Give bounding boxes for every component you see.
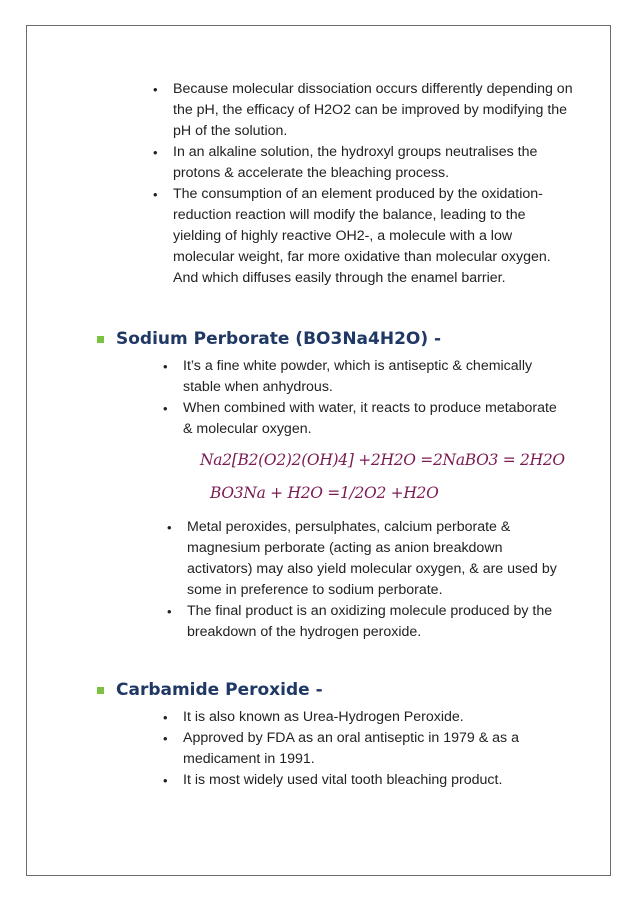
list-item-line: It is also known as Urea-Hydrogen Peroxide. [183,709,464,725]
list-item-line: activators) may also yield molecular oxygen, & are used by [187,561,557,577]
list-item-line: The final product is an oxidizing molecule produced by the [187,603,553,619]
sodium-perborate-bullet-list-a [163,356,583,440]
carbamide-peroxide-bullets-block [163,707,583,791]
list-item [153,79,573,142]
list-item [167,517,587,601]
bullet-dot-icon: • [163,359,168,374]
sodium-perborate-bullet-list-b [167,517,587,643]
carbamide-peroxide-bullet-list [163,707,583,791]
bullet-dot-icon: • [153,145,158,160]
sodium-perborate-bullets-b-block [167,517,587,643]
list-item-line: medicament in 1991. [183,751,315,767]
list-item-line: some in preference to sodium perborate. [187,582,443,598]
bullet-dot-icon: • [153,82,158,97]
list-item-line: In an alkaline solution, the hydroxyl groups neutralises the [173,144,538,160]
list-item-line: It’s a fine white powder, which is antiseptic & chemically [183,358,533,374]
list-item-line: breakdown of the hydrogen peroxide. [187,624,422,640]
list-item-line: reduction reaction will modify the balance, leading to the [173,207,526,223]
bullet-dot-icon: • [167,604,172,619]
list-item-line: the pH, the efficacy of H2O2 can be improved by modifying the [173,102,568,118]
h2o2-bullet-list [153,79,573,289]
list-item [153,142,573,184]
bullet-dot-icon: • [163,401,168,416]
list-item-line: pH of the solution. [173,123,288,139]
carbamide-peroxide-heading [97,680,323,700]
list-item [163,398,583,440]
list-item-line: magnesium perborate (acting as anion breakdown [187,540,503,556]
list-item-line: protons & accelerate the bleaching process. [173,165,450,181]
h2o2-bullet-list-block [153,79,573,289]
sodium-perborate-heading [97,329,441,349]
list-item-line: Approved by FDA as an oral antiseptic in 1979 & as a [183,730,519,746]
heading-marker-icon [97,687,104,694]
list-item-line: yielding of highly reactive OH2-, a molecule with a low [173,228,513,244]
list-item [163,770,583,791]
reaction-formula-2: BO3Na + H2O =1/2O2 +H2O [210,484,439,502]
list-item [167,601,587,643]
bullet-dot-icon: • [163,773,168,788]
list-item-line: When combined with water, it reacts to produce metaborate [183,400,557,416]
sodium-perborate-title: Sodium Perborate (BO3Na4H2O) - [116,329,442,349]
list-item-line: molecular weight, far more oxidative than molecular oxygen. [173,249,551,265]
list-item-line: The consumption of an element produced by the oxidation- [173,186,543,202]
carbamide-peroxide-title: Carbamide Peroxide - [116,680,323,700]
bullet-dot-icon: • [167,520,172,535]
sodium-perborate-bullets-a-block [163,356,583,440]
bullet-dot-icon: • [163,731,168,746]
reaction-formula-1: Na2[B2(O2)2(OH)4] +2H2O =2NaBO3 = 2H2O [200,451,565,469]
list-item-line: It is most widely used vital tooth bleaching product. [183,772,503,788]
list-item [163,356,583,398]
bullet-dot-icon: • [153,187,158,202]
heading-marker-icon [97,336,104,343]
list-item [163,707,583,728]
list-item-line: And which diffuses easily through the enamel barrier. [173,270,506,286]
list-item-line: Because molecular dissociation occurs differently depending on [173,81,573,97]
list-item [163,728,583,770]
bullet-dot-icon: • [163,710,168,725]
list-item-line: & molecular oxygen. [183,421,312,437]
list-item-line: Metal peroxides, persulphates, calcium perborate & [187,519,511,535]
list-item [153,184,573,289]
list-item-line: stable when anhydrous. [183,379,333,395]
